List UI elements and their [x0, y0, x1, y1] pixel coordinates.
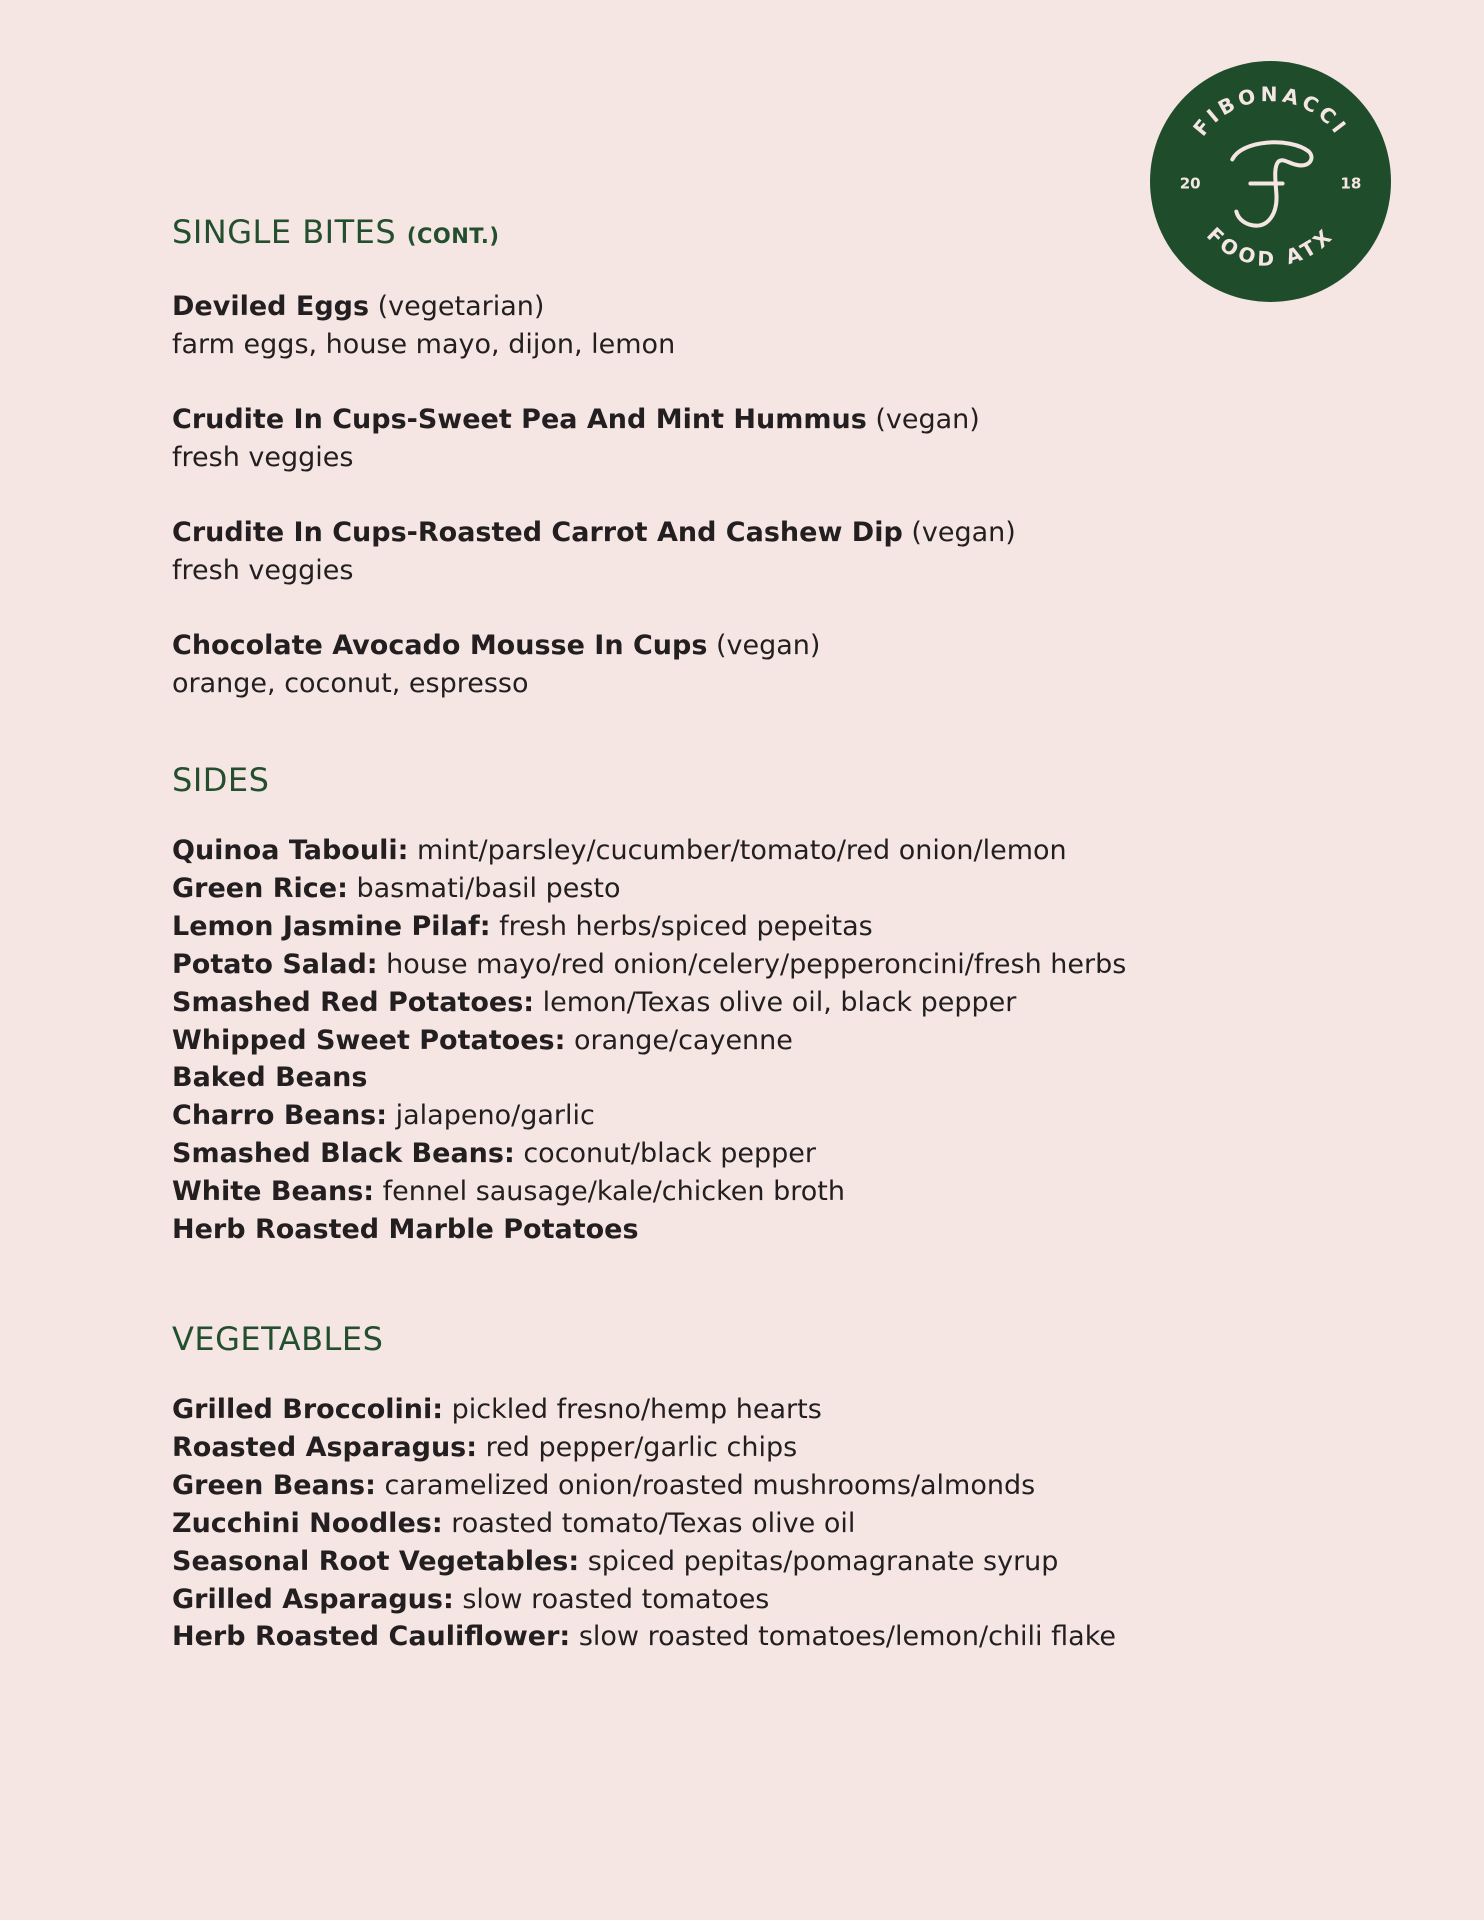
item-description: jalapeno/garlic [387, 1100, 595, 1132]
logo-top-text: FIBONACCI [1188, 82, 1354, 141]
item-name: Smashed Red Potatoes: [172, 986, 535, 1018]
item-name: Green Rice: [172, 872, 348, 904]
item-description: orange/cayenne [565, 1024, 793, 1056]
vegetables-list [172, 1391, 1402, 1656]
list-item [172, 514, 1402, 590]
list-item [172, 1173, 1402, 1211]
vegetables-title: VEGETABLES [172, 1319, 384, 1358]
item-description: fennel sausage/kale/chicken broth [374, 1176, 845, 1208]
list-item [172, 1211, 1402, 1249]
list-item [172, 832, 1402, 870]
item-name: Smashed Black Beans: [172, 1138, 515, 1170]
item-name: Grilled Asparagus: [172, 1583, 454, 1615]
item-tag: (vegetarian) [369, 291, 545, 322]
single-bites-list [172, 288, 1402, 703]
list-item [172, 946, 1402, 984]
list-item [172, 627, 1402, 703]
item-description: mint/parsley/cucumber/tomato/red onion/lemon [408, 835, 1067, 866]
list-item [172, 1391, 1402, 1429]
sides-title: SIDES [172, 761, 270, 799]
item-name: Zucchini Noodles: [172, 1507, 443, 1539]
item-description: roasted tomato/Texas olive oil [442, 1507, 856, 1539]
item-name: Whipped Sweet Potatoes: [172, 1024, 566, 1056]
single-bites-title-text: SINGLE BITES [172, 213, 397, 251]
list-item [172, 1429, 1402, 1467]
list-item [172, 1059, 1402, 1097]
item-description: coconut/black pepper [514, 1138, 816, 1170]
list-item [172, 1097, 1402, 1135]
item-name: Herb Roasted Marble Potatoes [172, 1214, 639, 1246]
logo-bottom-text: FOOD ATX [1202, 222, 1339, 272]
item-description: slow roasted tomatoes/lemon/chili flake [570, 1621, 1116, 1653]
list-item [172, 1618, 1402, 1656]
menu-content [172, 210, 1402, 1656]
item-description: red pepper/garlic chips [477, 1431, 798, 1463]
single-bites-title-suffix: (CONT.) [406, 224, 500, 248]
item-name: Baked Beans [172, 1062, 368, 1094]
list-item [172, 984, 1402, 1022]
item-name: Lemon Jasmine Pilaf: [172, 910, 491, 942]
list-item [172, 288, 1402, 364]
item-description: pickled fresno/hemp hearts [443, 1393, 822, 1425]
item-name: Potato Salad: [172, 948, 378, 980]
single-bites-title [172, 210, 1402, 258]
item-name: Grilled Broccolini: [172, 1393, 444, 1425]
item-tag: (vegan) [707, 630, 821, 661]
item-name: Crudite In Cups-Sweet Pea And Mint Hummus [172, 404, 867, 435]
item-description: basmati/basil pesto [347, 872, 621, 904]
item-name: Chocolate Avocado Mousse In Cups [172, 630, 708, 661]
item-name: Green Beans: [172, 1469, 376, 1501]
item-name: Deviled Eggs [172, 291, 370, 322]
item-description: fresh herbs/spiced pepeitas [490, 910, 873, 942]
item-name: Roasted Asparagus: [172, 1431, 478, 1463]
list-item [172, 1505, 1402, 1543]
item-description: spiced pepitas/pomagranate syrup [579, 1545, 1059, 1577]
item-name: Charro Beans: [172, 1100, 388, 1132]
logo-year-left: 20 [1179, 174, 1201, 193]
item-description: house mayo/red onion/celery/pepperoncini/fresh herbs [377, 948, 1127, 980]
item-description: fresh veggies [172, 555, 354, 586]
sides-list [172, 832, 1402, 1249]
item-name: Quinoa Tabouli: [172, 835, 409, 866]
item-tag: (vegan) [902, 517, 1016, 548]
list-item [172, 1467, 1402, 1505]
list-item [172, 401, 1402, 477]
list-item [172, 1135, 1402, 1173]
logo-year-right: 18 [1340, 174, 1362, 193]
item-name: Seasonal Root Vegetables: [172, 1545, 580, 1577]
list-item [172, 1543, 1402, 1581]
item-description: lemon/Texas olive oil, black pepper [534, 986, 1017, 1018]
list-item [172, 908, 1402, 946]
list-item [172, 870, 1402, 908]
item-name: White Beans: [172, 1176, 375, 1208]
item-tag: (vegan) [866, 404, 980, 435]
item-name: Herb Roasted Cauliflower: [172, 1621, 571, 1653]
list-item [172, 1581, 1402, 1619]
item-description: orange, coconut, espresso [172, 668, 529, 699]
item-description: slow roasted tomatoes [453, 1583, 770, 1615]
item-description: farm eggs, house mayo, dijon, lemon [172, 329, 676, 360]
item-name: Crudite In Cups-Roasted Carrot And Cashew Dip [172, 517, 903, 548]
item-description: caramelized onion/roasted mushrooms/almonds [375, 1469, 1036, 1501]
item-description: fresh veggies [172, 442, 354, 473]
list-item [172, 1022, 1402, 1060]
